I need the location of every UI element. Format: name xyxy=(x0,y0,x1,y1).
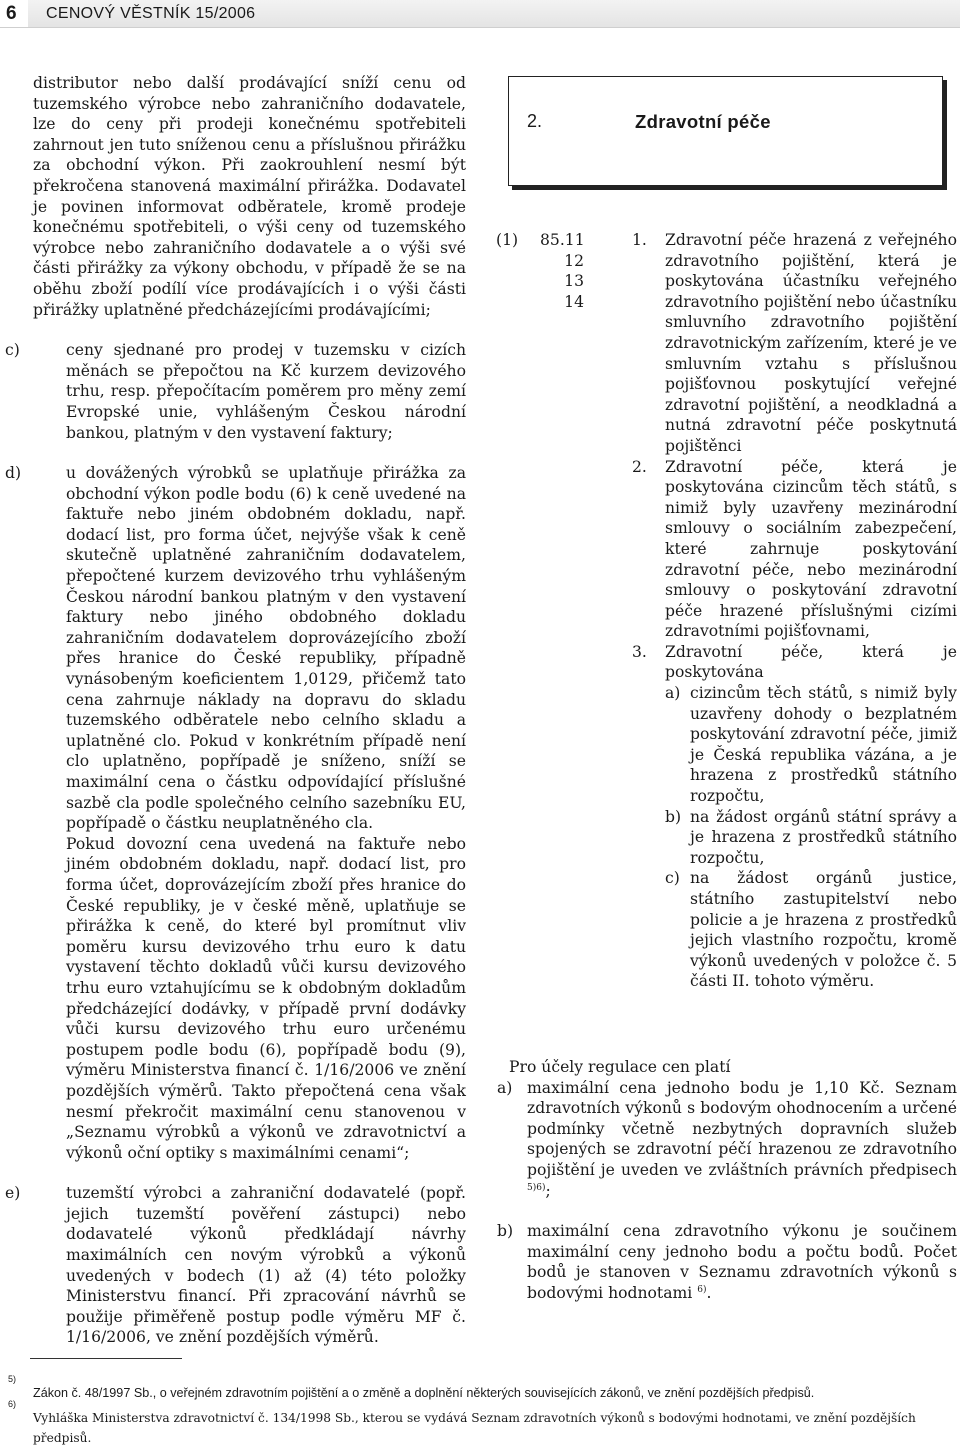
punctuation: ; xyxy=(545,1181,551,1200)
code: 14 xyxy=(564,292,584,311)
punctuation: . xyxy=(706,1283,712,1302)
purpose-intro: Pro účely regulace cen platí xyxy=(509,1058,731,1076)
list-marker: 1. xyxy=(632,231,647,249)
list-item-text: tuzemští výrobci a zahraniční dodavatelé (popř. jejich tuzemští pověření zástupci) nebo dodavatelé výkonů předkládají návrhy maximálních cen novým výrobků a výkonů uvedených v bodech (1) až (4) této položky Ministerstvu financí. Při zpracování návrhů se použije přiměřeně postup podle výměru MF č. 1/16/2006, ve znění pozdějších výměrů. xyxy=(66,1184,466,1347)
list-marker: d) xyxy=(5,464,22,483)
list-item-d-continuation xyxy=(33,834,466,1164)
code: 85.11 xyxy=(540,231,585,249)
list-item-text: cizincům těch států, s nimiž byly uzavřeny dohody o bezplatném poskytování zdravotní péče, jimiž je Česká republika vázána, a je hrazena z prostředků státního rozpočtu, xyxy=(690,684,957,806)
footnote-6: Vyhláška Ministerstva zdravotnictví č. 134/1998 Sb., kterou se vydává Seznam zdravotních výkonů s bodovými hodnotami, ve znění pozdějších předpisů. xyxy=(33,1411,916,1445)
section-title: Zdravotní péče xyxy=(635,111,771,132)
numbered-item-3 xyxy=(632,642,957,683)
list-marker: a) xyxy=(497,1078,513,1097)
page-header xyxy=(0,0,960,27)
list-item-e xyxy=(5,1183,466,1348)
numbered-item-1 xyxy=(632,230,957,457)
regulation-purpose xyxy=(497,1057,957,1304)
code: 12 xyxy=(564,251,584,270)
list-marker: c) xyxy=(5,341,20,360)
sub-item-c xyxy=(632,868,957,992)
footnote-marker: 5) xyxy=(8,1374,17,1384)
list-item-text: u dovážených výrobků se uplatňuje přirážka za obchodní výkon podle bodu (6) k ceně uvedené na faktuře nebo jiném obdobném dokladu, např. dodací list, pro forma účet, nejvýše však k ceně skutečně uplatněné zahraničním dodavatelem, přepočtené kurzem devizového trhu vyhlášeným Českou národní bankou platným v den vystavení faktury nebo jiného obdobného dokladu zahraničním dodavatelem doprovázejícího zboží přes hranice do České republiky, případně vynásobeným koeficientem 1,0129, přičemž tato cena zahrnuje náklady na dopravu do skladu tuzemského odběratele nebo celního skladu a uplatněné clo. Pokud v konkrétním případě není clo uplatněno, popřípadě je sníženo, sníží se maximální cena o částku odpovídající příslušné sazbě cla podle společného celního sazebníku EU, popřípadě o částku neuplatněného cla. xyxy=(66,464,466,833)
numbered-item-2 xyxy=(632,457,957,642)
list-item-text: ceny sjednané pro prodej v tuzemsku v cizích měnách se přepočtou na Kč kurzem devizového trhu, resp. přepočítacím poměrem pro měny zemí Evropské unie, vyhlášeným Českou národní bankou, platným v den vystavení faktury; xyxy=(66,341,466,442)
list-item-text: Zdravotní péče, která je poskytována xyxy=(665,642,957,682)
left-column xyxy=(5,73,466,1348)
list-marker: 2. xyxy=(632,457,647,476)
publication-title: CENOVÝ VĚSTNÍK 15/2006 xyxy=(46,5,256,22)
list-marker: 3. xyxy=(632,642,647,661)
list-item-text: Zdravotní péče hrazená z veřejného zdravotního pojištění, která je poskytována účastníku veřejného zdravotního pojištění nebo účastníku smluvního zdravotního pojištění zdravotnickým zařízením, které je ve smluvním vztahu s příslušnou pojišťovnou poskytující veřejné zdravotní pojištění, a neodkladná a nutná zdravotní péče poskytnutá pojištěnci xyxy=(665,231,957,455)
list-marker: c) xyxy=(665,869,680,888)
list-item-c xyxy=(5,340,466,443)
section-heading-box xyxy=(508,76,943,186)
footnote-ref: 6) xyxy=(697,1284,707,1295)
list-item-d xyxy=(5,463,466,834)
section-number: 2. xyxy=(527,111,543,131)
intro-paragraph: distributor nebo další prodávající sníží cenu od tuzemského výrobce nebo zahraničního dodavatele, lze do ceny při prodeji konečnému spotřebiteli zahrnout jen tuto sníženou cenu a příslušnou přirážku za obchodní výkon. Při zaokrouhlení nesmí být překročena stanovená maximální přirážka. Dodavatel je povinen informovat odběratele, kromě prodeje konečnému spotřebiteli, o výši ceny od tuzemského výrobce nebo zahraničního dodavatele a o výši své části přirážky za výkony obchodu, v případě že se na oběhu zboží podílí více prodávajících i o výši části přirážky uplatněné předcházejícími prodávajícími; xyxy=(33,74,466,319)
sub-item-a xyxy=(632,683,957,807)
list-item-text: Pokud dovozní cena uvedená na faktuře nebo jiném obdobném dokladu, např. dodací list, pro forma účet, doprovázejícím zboží přes hranice do České republiky, je v české měně, uplatňuje se přirážka k ceně, do které byl promítnut vliv poměru kursu devizového trhu euro k datu vystavení těchto dokladů vůči kursu devizového trhu euro vztahujícímu se k obdobným dokladům předcházející dodávky, v případě první dodávky vůči kursu devizového trhu euro určenému postupem podle bodu (6), popřípadě bodu (9), výměru Ministerstva financí č. 1/16/2006 ve znění pozdějších výměrů. Takto přepočtená cena však nesmí překročit maximální cenu stanovenou v „Seznamu výrobků a výkonů ve zdravotnictví a výkonů oční optiky s maximálními cenami“; xyxy=(66,834,466,1162)
footnote-ref: 5)6) xyxy=(527,1182,546,1193)
item-reference: (1) xyxy=(496,231,519,249)
sub-item-b xyxy=(632,807,957,869)
purpose-item-a xyxy=(497,1078,957,1202)
list-item-text: na žádost orgánů justice, státního zastupitelství nebo policie a je hrazena z prostředků jejich vlastního rozpočtu, kromě výkonů uvedených v položce č. 5 části II. tohoto výměru. xyxy=(690,869,957,991)
classification-codes xyxy=(540,230,584,312)
right-column xyxy=(632,230,957,992)
code: 13 xyxy=(564,272,584,291)
list-marker: a) xyxy=(665,684,681,703)
list-marker: b) xyxy=(665,807,682,826)
list-marker: b) xyxy=(497,1222,514,1241)
list-item-text: maximální cena jednoho bodu je 1,10 Kč. Seznam zdravotních výkonů s bodovým ohodnocením a určené podmínky včetně nezbytných dopravních služeb spojených se zdravotní péčí hrazenou ze zdravotního pojištění je uveden ve zvláštních právních předpisech xyxy=(527,1078,957,1179)
list-marker: e) xyxy=(5,1184,21,1203)
purpose-item-b xyxy=(497,1221,957,1303)
footnote-marker: 6) xyxy=(8,1399,17,1409)
page-number: 6 xyxy=(0,0,28,27)
footnote-rule xyxy=(30,1358,182,1359)
list-item-text: Zdravotní péče, která je poskytována cizincům těch států, s nimiž byly uzavřeny mezinárodní smlouvy o sociálním zabezpečení, které zahrnuje poskytování zdravotní péče, nebo mezinárodní smlouvy o poskytování zdravotní péče hrazené příslušnými cizími zdravotními pojišťovnami, xyxy=(665,457,957,641)
footnote-5: Zákon č. 48/1997 Sb., o veřejném zdravotním pojištění a o změně a doplnění některých souvisejících zákonů, ve znění pozdějších předpisů. xyxy=(33,1386,815,1400)
list-item-text: maximální cena zdravotního výkonu je součinem maximální ceny jednoho bodu a počtu bodů. Počet bodů je stanoven v Seznamu zdravotních výkonů s bodovými hodnotami xyxy=(527,1222,957,1302)
list-item-text: na žádost orgánů státní správy a je hrazena z prostředků státního rozpočtu, xyxy=(690,807,957,867)
